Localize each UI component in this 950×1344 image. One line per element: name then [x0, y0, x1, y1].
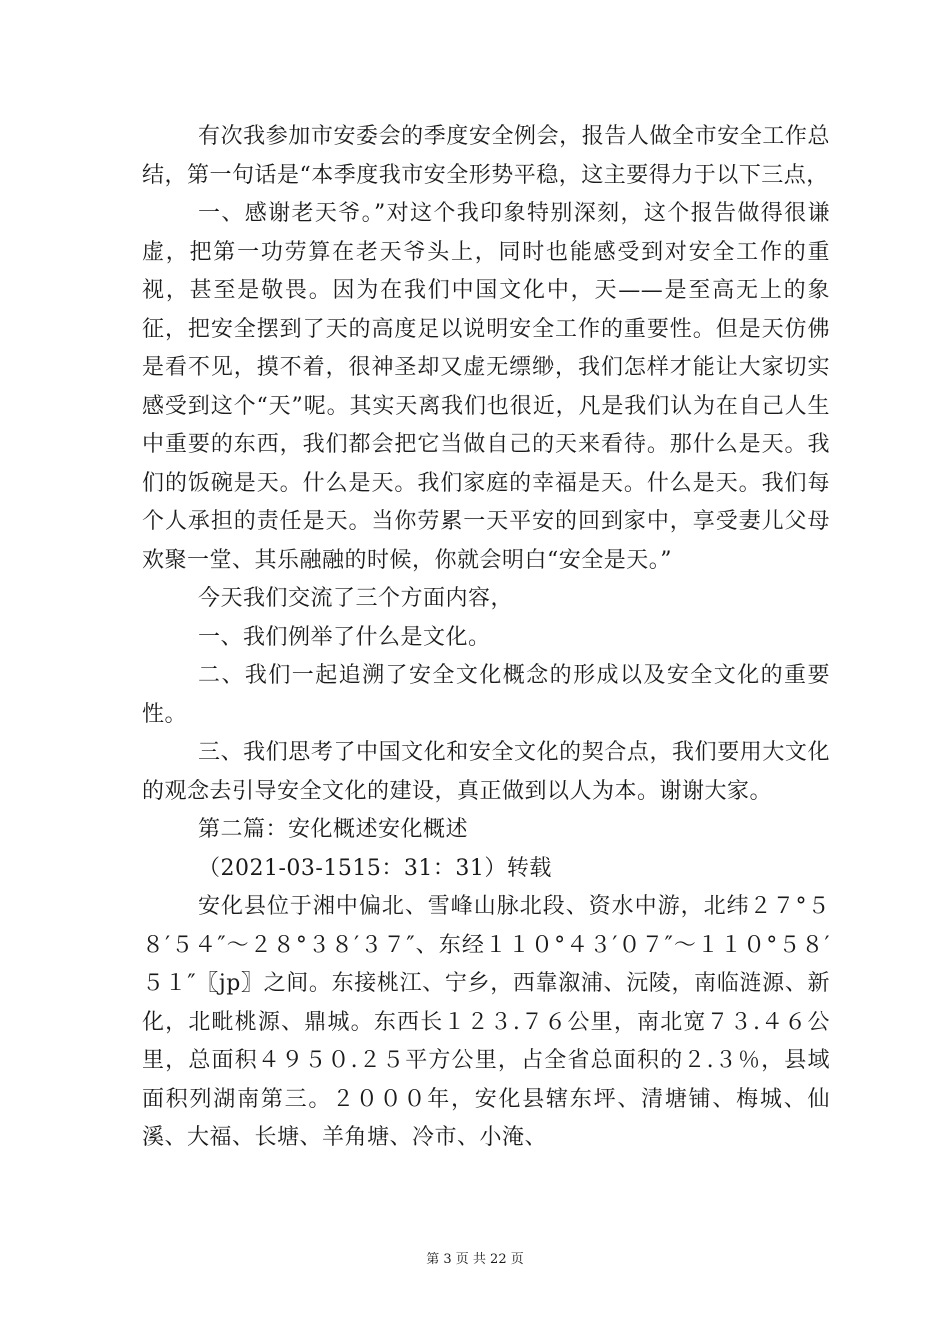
paragraph-meeting-intro: 有次我参加市安委会的季度安全例会，报告人做全市安全工作总结，第一句话是“本季度我市安全形势平稳，这主要得力于以下三点， — [142, 124, 830, 188]
page-number-footer: 第 3 页 共 22 页 — [426, 1252, 524, 1267]
paragraph-summary-point-3: 三、我们思考了中国文化和安全文化的契合点，我们要用大文化的观念去引导安全文化的建设，真正做到以人为本。谢谢大家。 — [142, 740, 830, 804]
repost-timestamp: （2021-03-1515：31：31）转载 — [198, 855, 552, 881]
paragraph-thank-heaven: 一、感谢老天爷。”对这个我印象特别深刻，这个报告做得很谦虚，把第一功劳算在老天爷头上，同时也能感受到对安全工作的重视，甚至是敬畏。因为在我们中国文化中，天——是至高无上的象征，把安全摆到了天的高度足以说明安全工作的重要性。但是天仿佛是看不见，摸不着，很神圣却又虚无缥缈，我们怎样才能让大家切实感受到这个“天”呢。其实天离我们也很近，凡是我们认为在自己人生中重要的东西，我们都会把它当做自己的天来看待。那什么是天。我们的饭碗是天。什么是天。我们家庭的幸福是天。什么是天。我们每个人承担的责任是天。当你劳累一天平安的回到家中，享受妻儿父母欢聚一堂、其乐融融的时候，你就会明白“安全是天。” — [142, 201, 830, 573]
paragraph-anhua-overview: 安化县位于湘中偏北、雪峰山脉北段、资水中游，北纬２７°５８′５４″～２８°３８′３７″、东经１１０°４３′０７″～１１０°５８′５１″〖jp〗之间。东接桃江、宁乡，西靠溆浦、沅陵，南临涟源、新化，北毗桃源、鼎城。东西长１２３.７６公里，南北宽７３.４６公里，总面积４９５０.２５平方公里，占全省总面积的２.３％，县域面积列湖南第三。２０００年，安化县辖东坪、清塘铺、梅城、仙溪、大福、长塘、羊角塘、冷市、小淹、 — [142, 894, 830, 1150]
paragraph-summary-point-2: 二、我们一起追溯了安全文化概念的形成以及安全文化的重要性。 — [142, 663, 830, 727]
section-heading: 第二篇：安化概述安化概述 — [198, 817, 469, 842]
document-body — [142, 118, 830, 1158]
paragraph-summary-intro: 今天我们交流了三个方面内容， — [198, 586, 514, 611]
paragraph-summary-point-1: 一、我们例举了什么是文化。 — [198, 624, 491, 650]
